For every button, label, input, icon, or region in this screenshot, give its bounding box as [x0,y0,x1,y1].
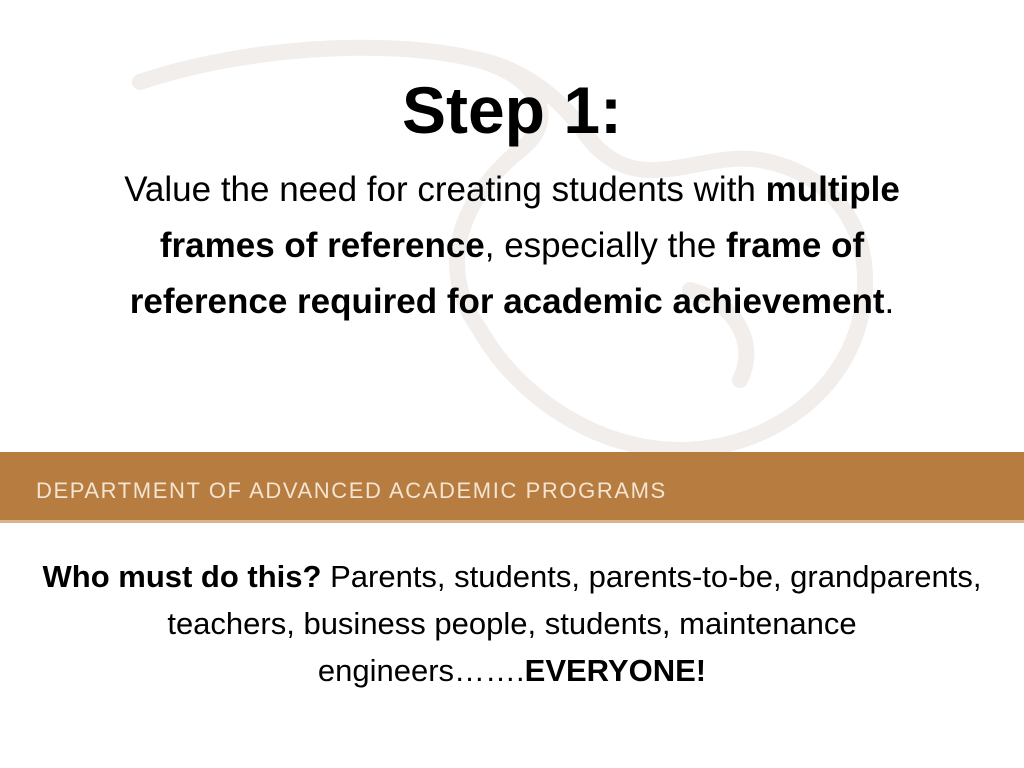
body-text-3: . [884,282,895,321]
body-text-1: Value the need for creating students with [124,170,766,209]
who-must-do-this [40,553,984,694]
slide-title: Step 1: [401,73,623,147]
department-banner [0,452,1024,523]
footer-question: Who must do this? [42,559,322,594]
slide-body [80,162,944,330]
footer-answer: Parents, students, parents-to-be, grandparents, teachers, business people, students, maintenance engineers……. [167,559,982,688]
body-text-2: , especially the [484,226,727,265]
body-bold-2: frame of reference required for academic achievement [129,226,885,321]
department-name: DEPARTMENT OF ADVANCED ACADEMIC PROGRAMS [36,478,667,503]
footer-emphasis: EVERYONE! [524,653,707,688]
body-bold-1: multiple frames of reference [159,170,900,265]
